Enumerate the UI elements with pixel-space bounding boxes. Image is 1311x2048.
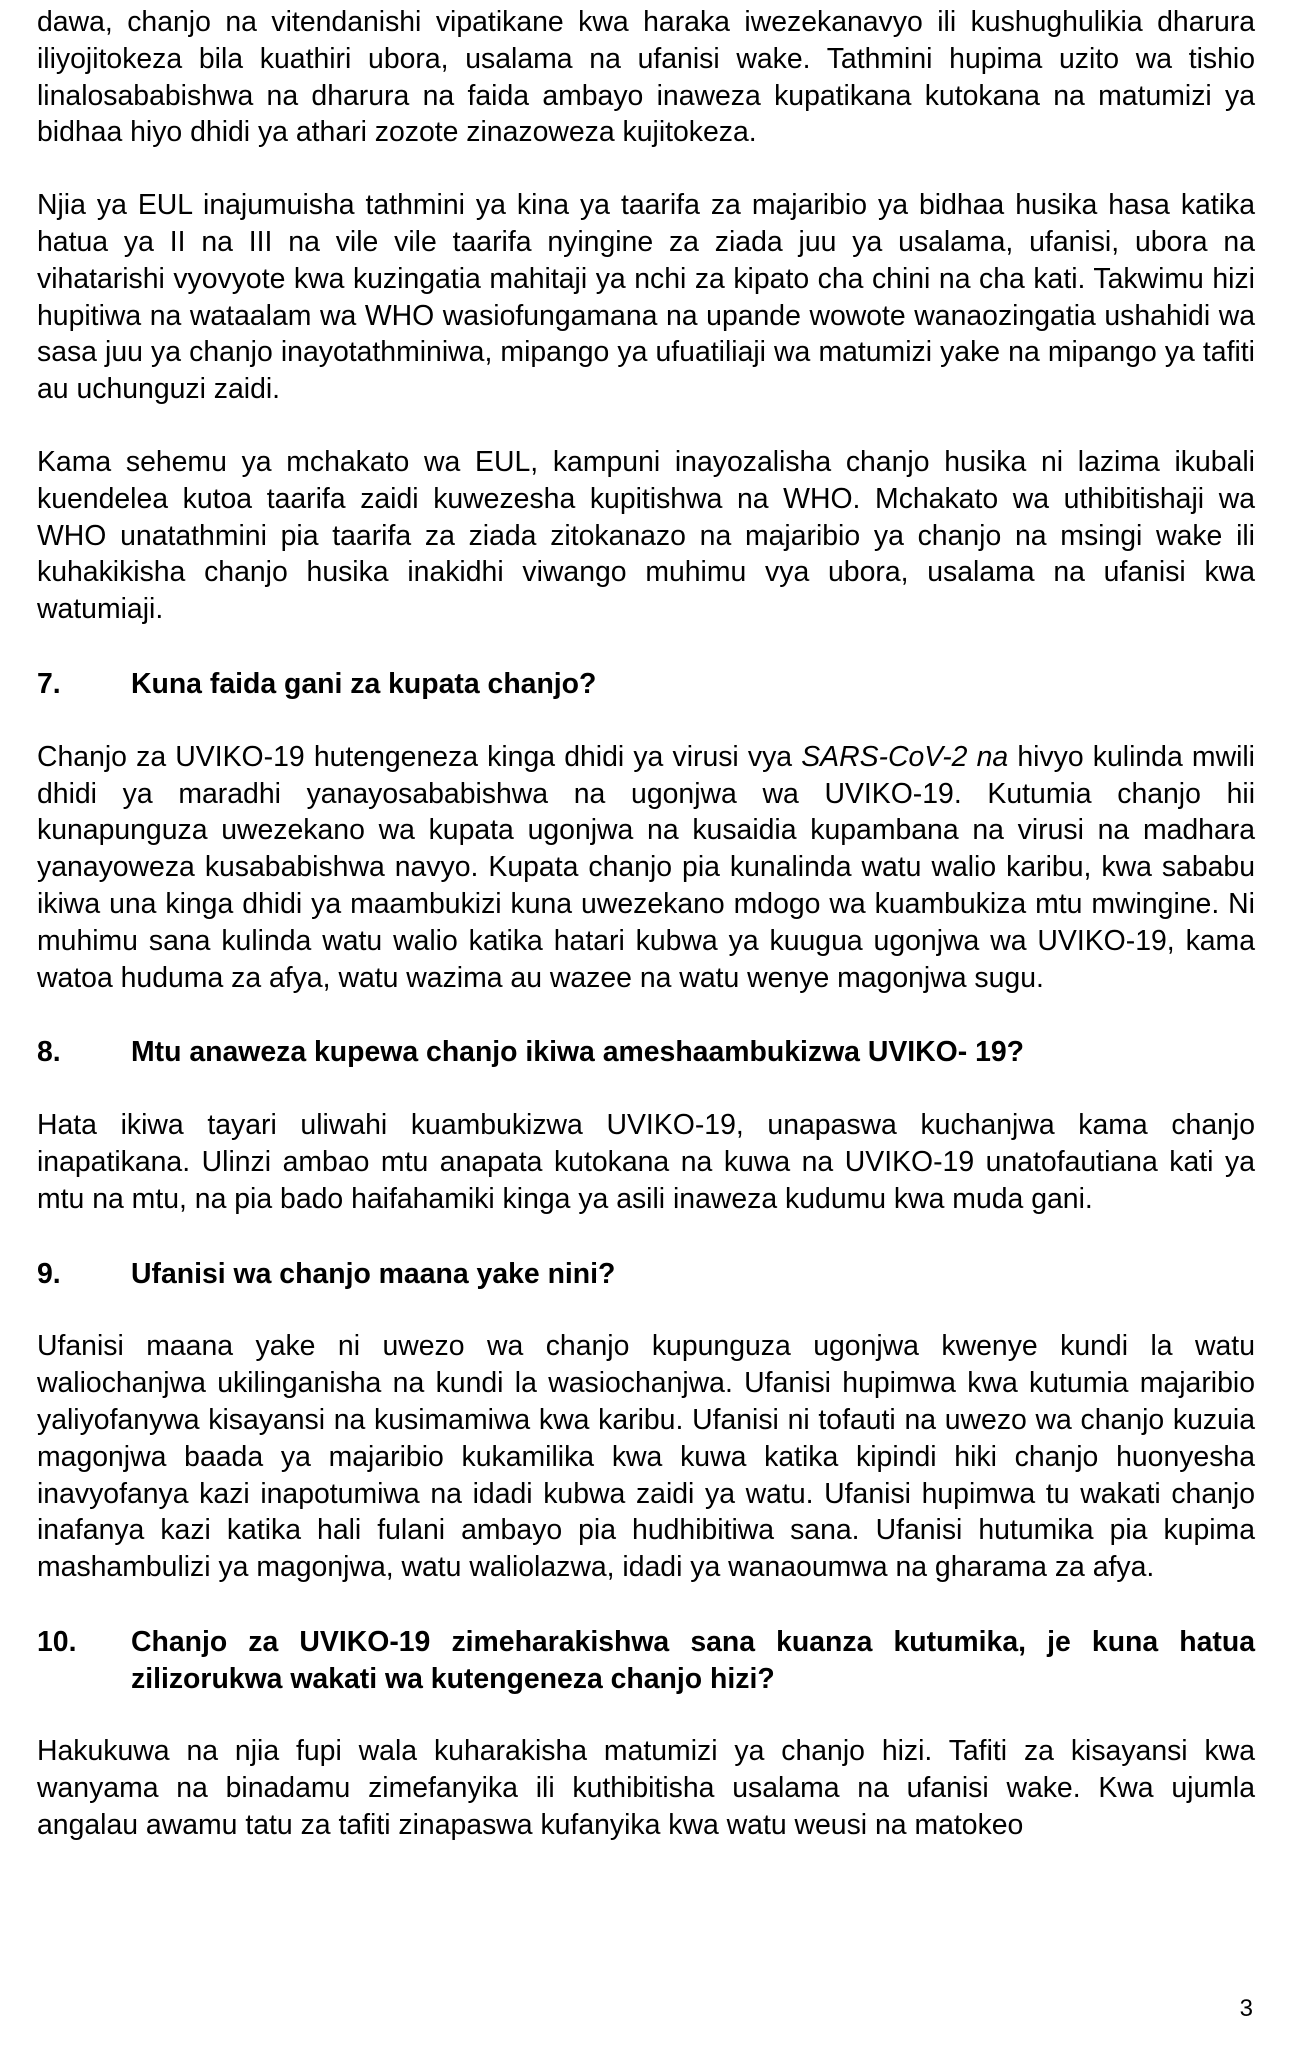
page-number: 3 — [1239, 1995, 1253, 2022]
section-number: 7. — [37, 667, 61, 700]
section-title: Kuna faida gani za kupata chanjo? — [131, 667, 597, 700]
document-page — [37, 4, 1255, 1844]
paragraph-prior-infection: Hata ikiwa tayari uliwahi kuambukizwa UVIKO-19, unapaswa kuchanjwa kama chanjo inapatikana. Ulinzi ambao mtu anapata kutokana na kuwa na UVIKO-19 unatofautiana kati ya mtu na mtu, na pia bado haifahamiki kinga ya asili inaweza kudumu kwa muda gani. — [37, 1109, 1255, 1215]
section-title: Chanjo za UVIKO-19 zimeharakishwa sana kuanza kutumika, je kuna hatua zilizorukwa wakati wa kutengeneza chanjo hizi? — [131, 1625, 1255, 1695]
section-number: 9. — [37, 1257, 61, 1290]
paragraph-eul-assessment: Njia ya EUL inajumuisha tathmini ya kina ya taarifa za majaribio ya bidhaa husika hasa katika hatua ya II na III na vile vile taarifa nyingine za ziada juu ya usalama, ufanisi, ubora na vihatarishi vyovyote kwa kuzingatia mahitaji ya nchi za kipato cha chini na cha kati. Takwimu hizi hupitiwa na wataalam wa WHO wasiofungamana na upande wowote wanaozingatia ushahidi wa sasa juu ya chanjo inayotathminiwa, mipango ya ufuatiliaji wa matumizi yake na mipango ya tafiti au uchunguzi zaidi. — [37, 189, 1255, 406]
paragraph-vaccine-benefits — [37, 739, 1255, 997]
section-number: 8. — [37, 1036, 61, 1069]
italic-virus-name: SARS-CoV-2 na — [801, 740, 1009, 773]
paragraph-no-shortcuts: Hakukuwa na njia fupi wala kuharakisha matumizi ya chanjo hizi. Tafiti za kisayansi kwa wanyama na binadamu zimefanyika ili kuthibitisha usalama na ufanisi wake. Kwa ujumla angalau awamu tatu za tafiti zinapaswa kufanyika kwa watu weusi na matokeo — [37, 1735, 1255, 1842]
section-heading-10 — [37, 1624, 1255, 1698]
section-title: Mtu anaweza kupewa chanjo ikiwa ameshaambukizwa UVIKO- 19? — [131, 1036, 1025, 1069]
paragraph-eul-process: Kama sehemu ya mchakato wa EUL, kampuni inayozalisha chanjo husika ni lazima ikubali kuendelea kutoa taarifa zaidi kuwezesha kupitishwa na WHO. Mchakato wa uthibitishaji wa WHO unatathmini pia taarifa za ziada zitokanazo na majaribio ya chanjo na msingi wake ili kuhakikisha chanjo husika inakidhi viwango muhimu vya ubora, usalama na ufanisi kwa watumiaji. — [37, 445, 1255, 626]
section-title: Ufanisi wa chanjo maana yake nini? — [131, 1257, 616, 1290]
paragraph-eul-intro: dawa, chanjo na vitendanishi vipatikane kwa haraka iwezekanavyo ili kushughulikia dharura iliyojitokeza bila kuathiri ubora, usalama na ufanisi wake. Tathmini hupima uzito wa tishio linalosababishwa na dharura na faida ambayo inaweza kupatikana kutokana na matumizi ya bidhaa hiyo dhidi ya athari zozote zinazoweza kujitokeza. — [37, 6, 1255, 149]
text-run: hivyo kulinda mwili dhidi ya maradhi yanayosababishwa na ugonjwa wa UVIKO-19. Kutumia chanjo hii kunapunguza uwezekano wa kupata ugonjwa na kusaidia kupambana na virusi na madhara yanayoweza kusababishwa navyo. Kupata chanjo pia kunalinda watu walio karibu, kwa sababu ikiwa una kinga dhidi ya maambukizi kuna uwezekano mdogo wa kuambukiza mtu mwingine. Ni muhimu sana kulinda watu walio katika hatari kubwa ya kuugua ugonjwa wa UVIKO-19, kama watoa huduma za afya, watu wazima au wazee na watu wenye magonjwa sugu. — [37, 740, 1255, 994]
section-heading-7 — [37, 666, 1255, 703]
section-number: 10. — [37, 1625, 77, 1658]
section-heading-9 — [37, 1256, 1255, 1293]
paragraph-vaccine-efficacy: Ufanisi maana yake ni uwezo wa chanjo kupunguza ugonjwa kwenye kundi la watu waliochanjwa ukilinganisha na kundi la wasiochanjwa. Ufanisi hupimwa kwa kutumia majaribio yaliyofanywa kisayansi na kusimamiwa kwa karibu. Ufanisi ni tofauti na uwezo wa chanjo kuzuia magonjwa baada ya majaribio kukamilika kwa kuwa katika kipindi hiki chanjo huonyesha inavyofanya kazi inapotumiwa na idadi kubwa zaidi ya watu. Ufanisi hupimwa tu wakati chanjo inafanya kazi katika hali fulani ambayo pia hudhibitiwa sana. Ufanisi hutumika pia kupima mashambulizi ya magonjwa, watu waliolazwa, idadi ya wanaoumwa na gharama za afya. — [37, 1330, 1255, 1584]
section-heading-8 — [37, 1034, 1255, 1071]
text-run: Chanjo za UVIKO-19 hutengeneza kinga dhidi ya virusi vya — [37, 740, 802, 773]
